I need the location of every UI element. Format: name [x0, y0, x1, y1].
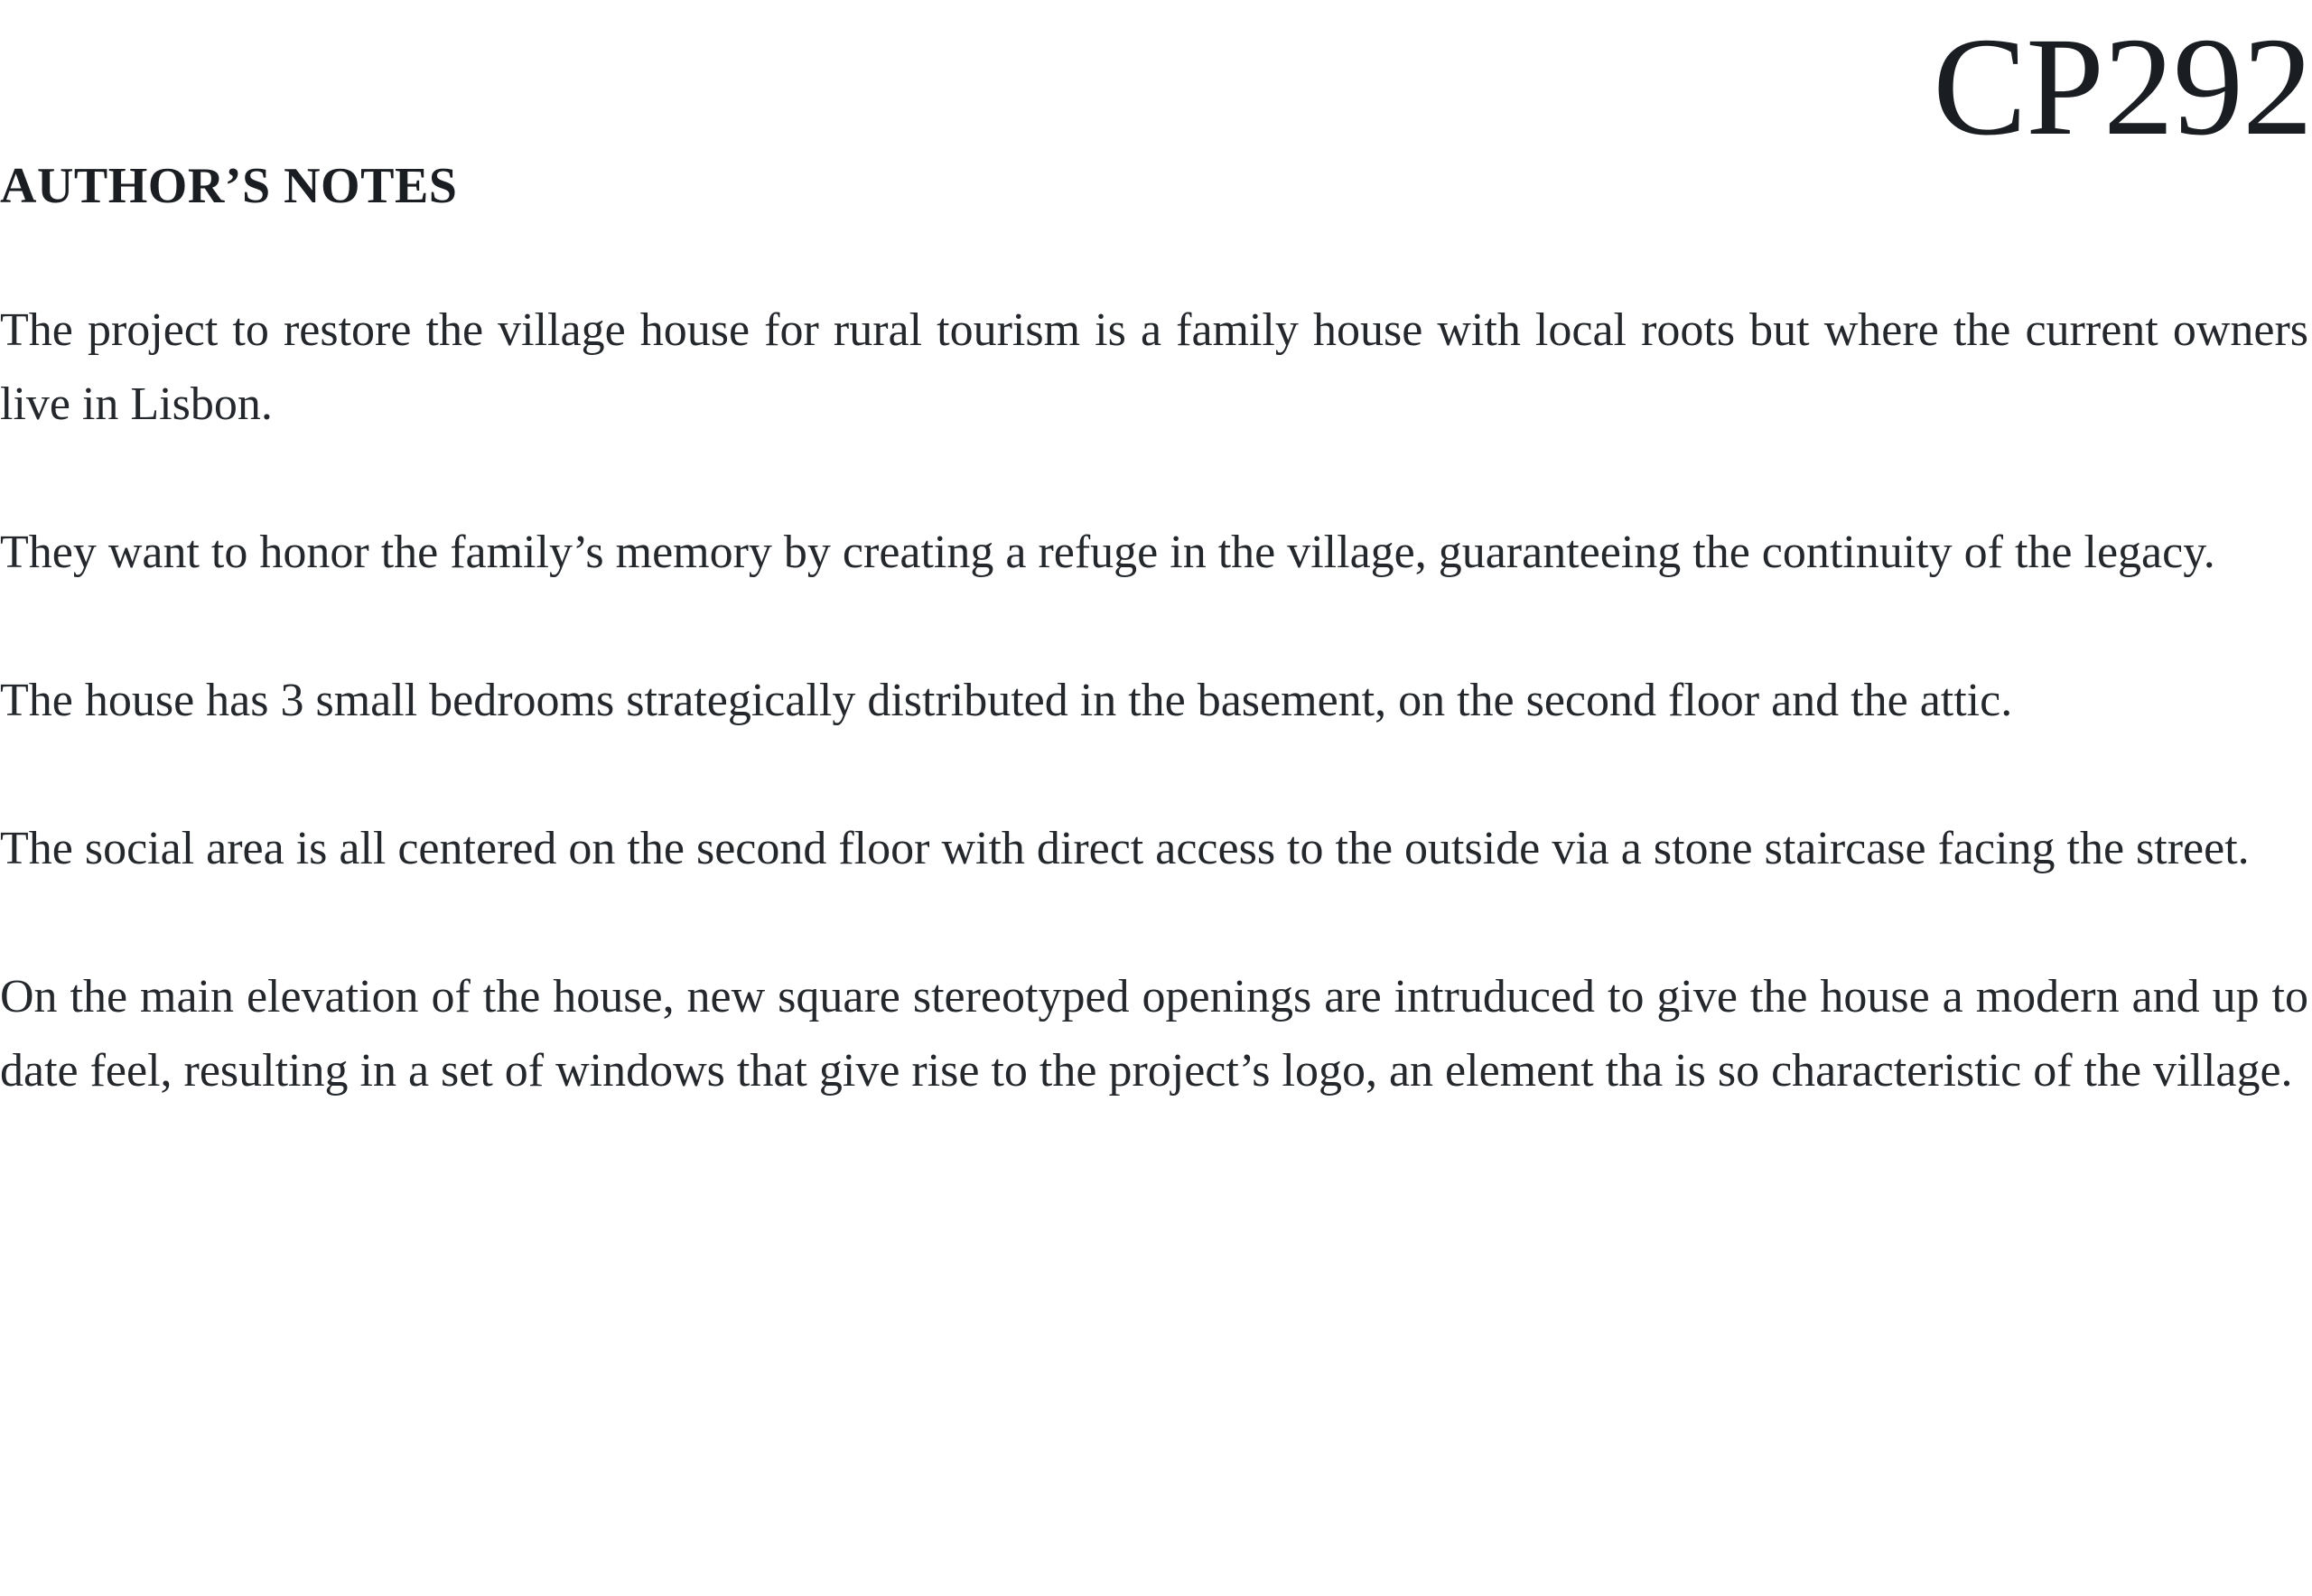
paragraph-2: They want to honor the family’s memory by creating a refuge in the village, guaranteeing the continuity of the legacy.	[0, 527, 2215, 578]
paragraph-4: The social area is all centered on the second floor with direct access to the outside via a stone staircase facing the street.	[0, 823, 2250, 874]
paragraph-5: On the main elevation of the house, new square stereotyped openings are intruduced to give the house a modern and up to date feel, resulting in a set of windows that give rise to the project’s logo, an element tha is so characteristic of the village.	[0, 971, 2308, 1097]
notes-body	[0, 294, 2308, 1108]
paragraph-1: The project to restore the village house for rural tourism is a family house with local roots but where the current owners live in Lisbon.	[0, 304, 2308, 430]
section-title: AUTHOR’S NOTES	[0, 158, 458, 214]
paragraph-3: The house has 3 small bedrooms strategically distributed in the basement, on the second floor and the attic.	[0, 675, 2013, 726]
document-code: CP292	[1933, 8, 2312, 164]
